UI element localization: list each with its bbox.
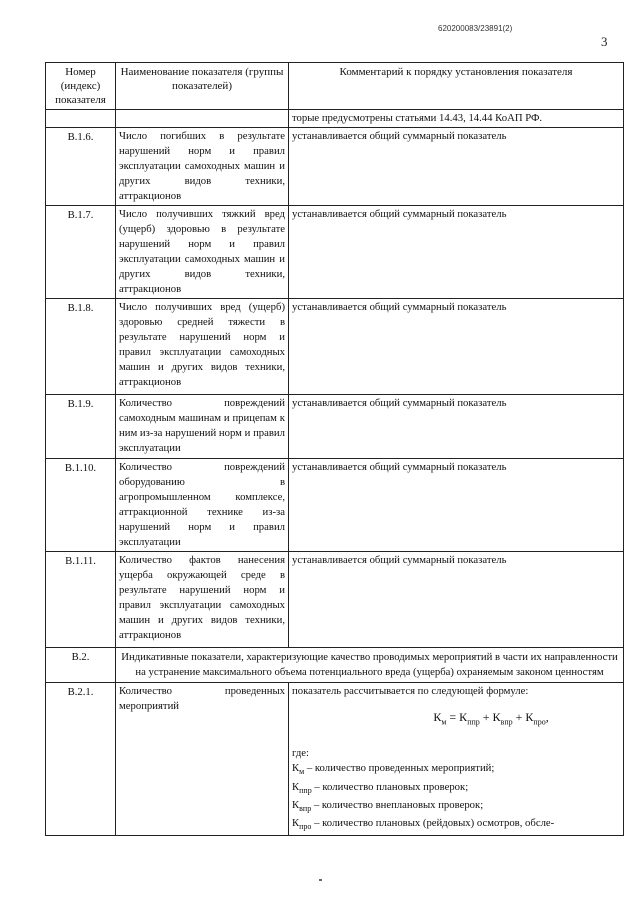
row-code: В.1.11. [46, 552, 116, 648]
row-code: В.1.8. [46, 299, 116, 395]
section-row-b2 [46, 648, 624, 683]
legend-item: $К_м$ – количество проведенных мероприятий; [292, 762, 495, 777]
row-comment: устанавливается общий суммарный показатель [289, 552, 624, 648]
continuation-row [46, 110, 624, 128]
legend-item: $К_{впр}$ – количество внеплановых проверок; [292, 798, 484, 813]
row-comment: устанавливается общий суммарный показатель [289, 128, 624, 206]
section-code: В.2. [46, 648, 116, 683]
table-row [46, 128, 624, 206]
row-name: Количество повреждений оборудованию в агропромышленном комплексе, аттракционной технике из-за нарушений норм и правил эксплуатации [116, 459, 289, 552]
row-name: Количество фактов нанесения ущерба окружающей среде в результате нарушений норм и правил эксплуатации самоходных машин и других видов техники, аттракционов [116, 552, 289, 648]
document-id: 620200083/23891(2) [438, 24, 513, 33]
legend-item: $К_{про}$ – количество плановых (рейдовых) осмотров, обсле- [292, 816, 555, 831]
row-name: Количество проведенных мероприятий [116, 683, 289, 836]
continuation-text: торые предусмотрены статьями 14.43, 14.44 КоАП РФ. [289, 110, 624, 128]
row-comment: устанавливается общий суммарный показатель [289, 395, 624, 459]
formula-cell [289, 683, 624, 836]
table-row [46, 552, 624, 648]
row-code: В.1.6. [46, 128, 116, 206]
formula-where: где: [292, 747, 310, 760]
table-row [46, 459, 624, 552]
row-code: В.1.10. [46, 459, 116, 552]
table-row [46, 206, 624, 299]
formula-legend [292, 761, 620, 834]
row-name: Число получивших вред (ущерб) здоровью средней тяжести в результате нарушений норм и правил эксплуатации самоходных машин и других видов техники, аттракционов [116, 299, 289, 395]
table-row [46, 299, 624, 395]
indicators-table [45, 62, 624, 836]
header-comment: Комментарий к порядку установления показателя [289, 63, 624, 110]
row-name: Число погибших в результате нарушений норм и правил эксплуатации самоходных машин и других видов техники, аттракционов [116, 128, 289, 206]
row-comment: устанавливается общий суммарный показатель [289, 459, 624, 552]
row-code: В.1.7. [46, 206, 116, 299]
row-name: Число получивших тяжкий вред (ущерб) здоровью в результате нарушений норм и правил эксплуатации самоходных машин и других видов техники, аттракционов [116, 206, 289, 299]
section-text: Индикативные показатели, характеризующие качество проводимых мероприятий в части их направленности на устранение максимального объема потенциального вреда (ущерба) охраняемым законом ценностям [116, 648, 624, 683]
formula-intro: показатель рассчитывается по следующей формуле: [292, 685, 529, 697]
legend-item: $К_{ппр}$ – количество плановых проверок; [292, 780, 469, 795]
row-code: В.1.9. [46, 395, 116, 459]
table-header-row [46, 63, 624, 110]
scan-speck [319, 879, 322, 881]
row-name: Количество повреждений самоходным машинам и прицепам к ним из-за нарушений норм и правил эксплуатации [116, 395, 289, 459]
header-number: Номер (индекс) показателя [46, 63, 116, 110]
page-number: 3 [601, 34, 608, 49]
row-comment: устанавливается общий суммарный показатель [289, 299, 624, 395]
row-code: В.2.1. [46, 683, 116, 836]
row-comment: устанавливается общий суммарный показатель [289, 206, 624, 299]
formula: $К_м = К_{ппр} + К_{впр} + К_{про}$, [433, 710, 549, 727]
table-row [46, 395, 624, 459]
header-name: Наименование показателя (группы показателей) [116, 63, 289, 110]
table-row-b21 [46, 683, 624, 836]
